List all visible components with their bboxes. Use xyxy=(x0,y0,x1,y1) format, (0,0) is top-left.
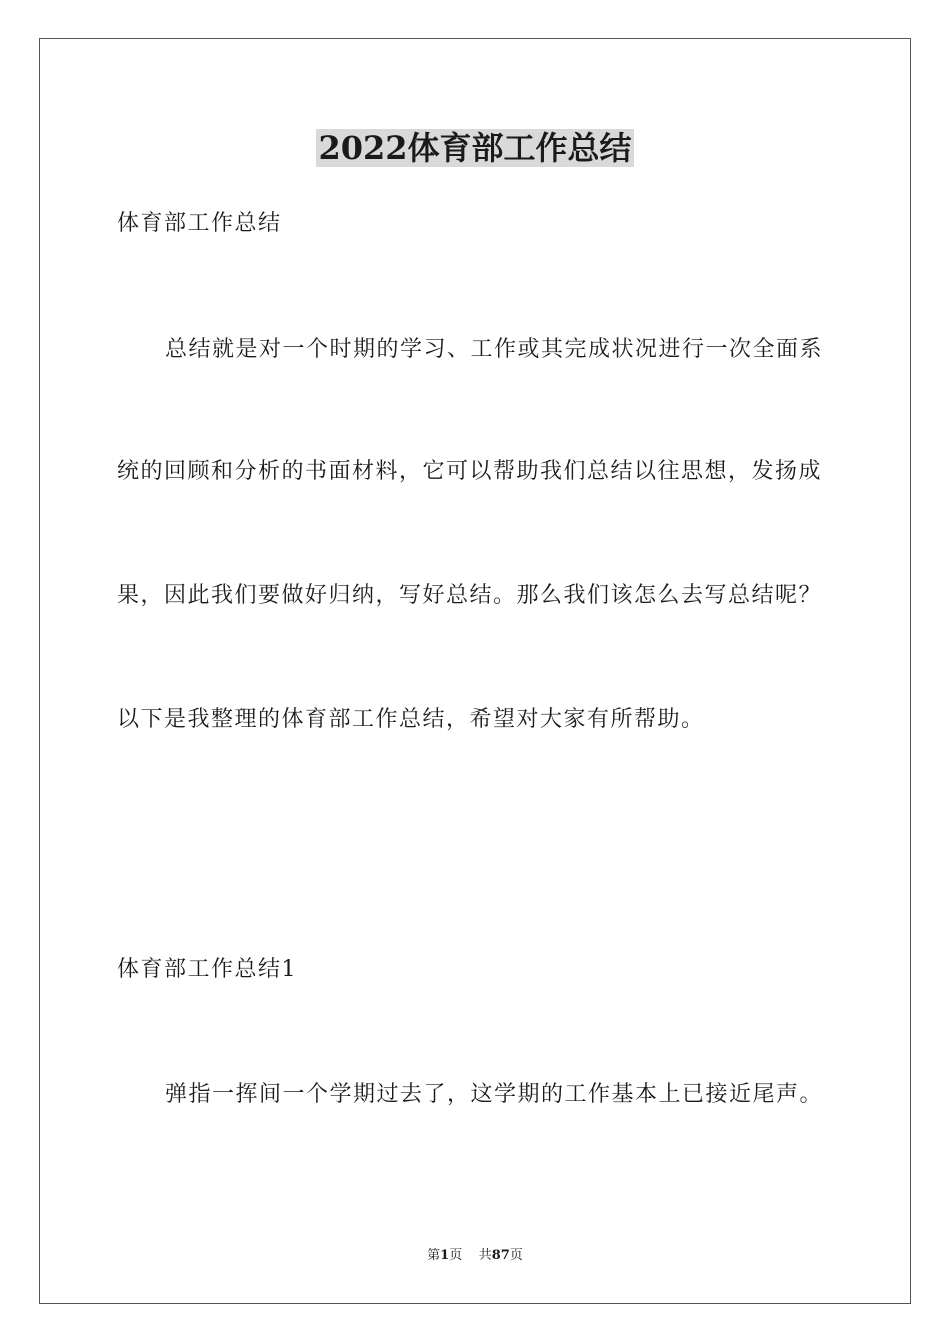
footer-page-number: 1 xyxy=(440,1248,450,1263)
footer-page-suffix: 页 xyxy=(449,1248,463,1263)
paragraph-line: 弹指一挥间一个学期过去了，这学期的工作基本上已接近尾声。 xyxy=(165,1082,824,1107)
section-heading: 体育部工作总结1 xyxy=(117,957,297,982)
footer-total-prefix: 共 xyxy=(478,1248,492,1263)
paragraph-line: 果，因此我们要做好归纳，写好总结。那么我们该怎么去写总结呢？ xyxy=(117,583,823,608)
page-footer xyxy=(0,1247,950,1265)
document-title xyxy=(0,126,950,170)
footer-total-pages: 87 xyxy=(491,1248,510,1263)
document-title-text: 2022体育部工作总结 xyxy=(318,129,632,167)
footer-page-prefix: 第 xyxy=(427,1248,441,1263)
paragraph-line: 统的回顾和分析的书面材料，它可以帮助我们总结以往思想，发扬成 xyxy=(117,459,823,484)
footer-total-suffix: 页 xyxy=(509,1248,523,1263)
document-subtitle: 体育部工作总结 xyxy=(117,211,282,236)
paragraph-line: 以下是我整理的体育部工作总结，希望对大家有所帮助。 xyxy=(117,707,705,732)
paragraph-line: 总结就是对一个时期的学习、工作或其完成状况进行一次全面系 xyxy=(165,337,824,362)
